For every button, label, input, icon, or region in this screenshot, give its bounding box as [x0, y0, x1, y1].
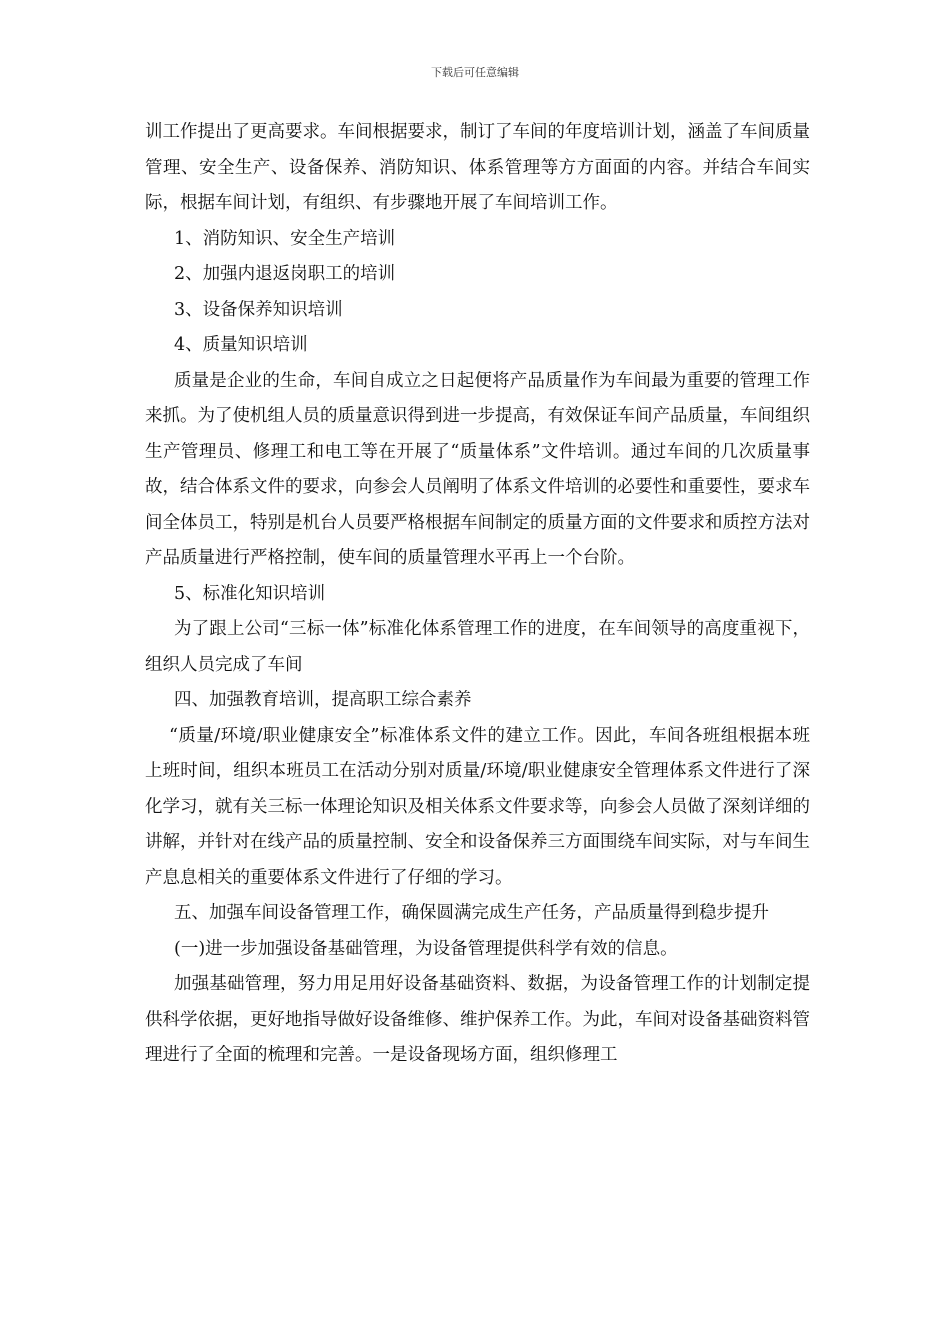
document-body: [145, 115, 810, 1074]
paragraph: 加强基础管理，努力用足用好设备基础资料、数据，为设备管理工作的计划制定提供科学依据，更好地指导做好设备维修、维护保养工作。为此，车间对设备基础资料管理进行了全面的梳理和完善。一是设备现场方面，组织修理工: [145, 974, 810, 1065]
list-item: 3、设备保养知识培训: [174, 299, 343, 320]
list-item: 4、质量知识培训: [174, 335, 308, 355]
section-heading: 五、加强车间设备管理工作，确保圆满完成生产任务，产品质量得到稳步提升: [174, 903, 769, 923]
paragraph: 训工作提出了更高要求。车间根据要求，制订了车间的年度培训计划，涵盖了车间质量管理、安全生产、设备保养、消防知识、体系管理等方方面面的内容。并结合车间实际，根据车间计划，有组织、有步骤地开展了车间培训工作。: [145, 122, 810, 213]
paragraph: 质量是企业的生命，车间自成立之日起便将产品质量作为车间最为重要的管理工作来抓。为了使机组人员的质量意识得到进一步提高，有效保证车间产品质量，车间组织生产管理员、修理工和电工等在开展了“质量体系”文件培训。通过车间的几次质量事故，结合体系文件的要求，向参会人员阐明了体系文件培训的必要性和重要性，要求车间全体员工，特别是机台人员要严格根据车间制定的质量方面的文件要求和质控方法对产品质量进行严格控制，使车间的质量管理水平再上一个台阶。: [145, 370, 810, 568]
paragraph: 为了跟上公司“三标一体”标准化体系管理工作的进度，在车间领导的高度重视下，组织人员完成了车间: [145, 619, 810, 675]
paragraph: “质量/环境/职业健康安全”标准体系文件的建立工作。因此，车间各班组根据本班上班时间，组织本班员工在活动分别对质量/环境/职业健康安全管理体系文件进行了深化学习，就有关三标一体理论知识及相关体系文件要求等，向参会人员做了深刻详细的讲解，并针对在线产品的质量控制、安全和设备保养三方面围绕车间实际，对与车间生产息息相关的重要体系文件进行了仔细的学习。: [145, 725, 810, 888]
subsection-heading: (一)进一步加强设备基础管理，为设备管理提供科学有效的信息。: [174, 938, 678, 959]
page-header: 下载后可任意编辑: [431, 66, 519, 79]
list-item: 5、标准化知识培训: [174, 583, 326, 604]
section-heading: 四、加强教育培训，提高职工综合素养: [174, 690, 472, 710]
list-item: 2、加强内退返岗职工的培训: [174, 264, 396, 284]
list-item: 1、消防知识、安全生产培训: [174, 228, 396, 249]
